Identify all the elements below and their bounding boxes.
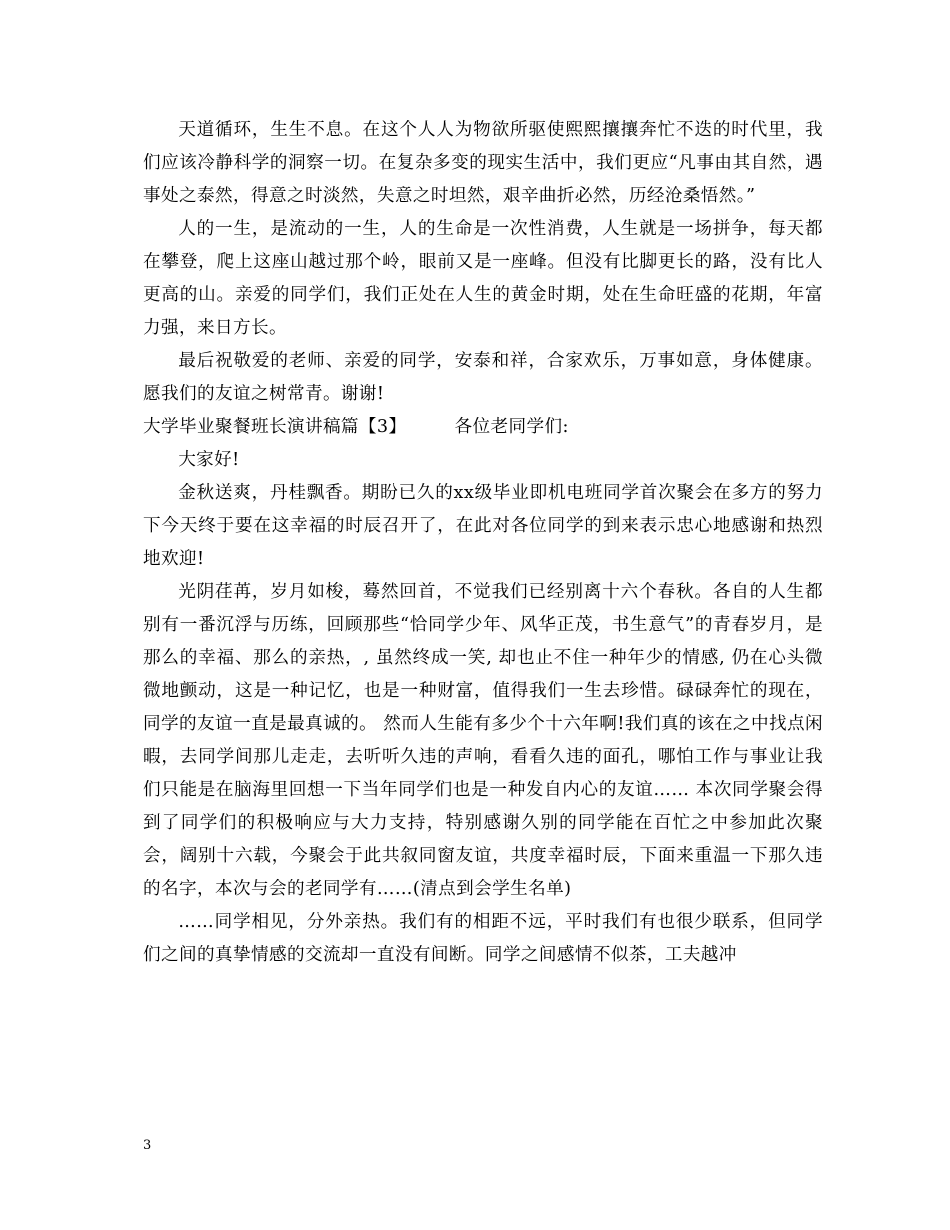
- paragraph-life-journey: 人的一生，是流动的一生，人的生命是一次性消费，人生就是一场拼争，每天都在攀登，爬上这座山越过那个岭，眼前又是一座峰。但没有比脚更长的路，没有比人更高的山。亲爱的同学们，我们正处在人生的黄金时期，处在生命旺盛的花期，年富力强，来日方长。: [143, 219, 823, 338]
- salutation: 各位老同学们:: [454, 417, 569, 437]
- section-title: 大学毕业聚餐班长演讲稿篇【3】: [143, 417, 407, 437]
- greeting: 大家好!: [178, 450, 240, 470]
- section-heading-line: [143, 411, 823, 444]
- page-number: 3: [143, 1138, 152, 1153]
- document-body: [143, 114, 823, 972]
- paragraph-sixteen-years: 光阴荏苒，岁月如梭，蓦然回首，不觉我们已经别离十六个春秋。各自的人生都别有一番沉浮与历练，回顾那些“恰同学少年、风华正茂，书生意气”的青春岁月，是那么的幸福、那么的亲热，, 虽然终成一笑, 却也止不住一种年少的情感, 仍在心头微微地颤动，这是一种记忆，也是一种财富，值得我们一生去珍惜。碌碌奔忙的现在，同学的友谊一直是最真诚的。 然而人生能有多少个十六年啊!我们真的该在之中找点闲暇，去同学间那儿走走，去听听久违的声响，看看久违的面孔，哪怕工作与事业让我们只能是在脑海里回想一下当年同学们也是一种发自内心的友谊…… 本次同学聚会得到了同学们的积极响应与大力支持，特别感谢久别的同学能在百忙之中参加此次聚会，阔别十六载，今聚会于此共叙同窗友谊，共度幸福时辰，下面来重温一下那久违的名字，本次与会的老同学有……(清点到会学生名单): [143, 582, 823, 899]
- paragraph-reunion: ……同学相见，分外亲热。我们有的相距不远，平时我们有也很少联系，但同学们之间的真挚情感的交流却一直没有间断。同学之间感情不似茶，工夫越冲: [143, 912, 823, 965]
- paragraph-closing-wishes: 最后祝敬爱的老师、亲爱的同学，安泰和祥，合家欢乐，万事如意，身体健康。愿我们的友谊之树常青。谢谢!: [143, 351, 823, 404]
- paragraph-nature-cycle: 天道循环，生生不息。在这个人人为物欲所驱使熙熙攘攘奔忙不迭的时代里，我们应该冷静科学的洞察一切。在复杂多变的现实生活中，我们更应“凡事由其自然，遇事处之泰然，得意之时淡然，失意之时坦然，艰辛曲折必然，历经沧桑悟然。”: [143, 120, 823, 206]
- paragraph-autumn-welcome: 金秋送爽，丹桂飘香。期盼已久的xx级毕业即机电班同学首次聚会在多方的努力下今天终于要在这幸福的时辰召开了，在此对各位同学的到来表示忠心地感谢和热烈地欢迎!: [143, 483, 823, 569]
